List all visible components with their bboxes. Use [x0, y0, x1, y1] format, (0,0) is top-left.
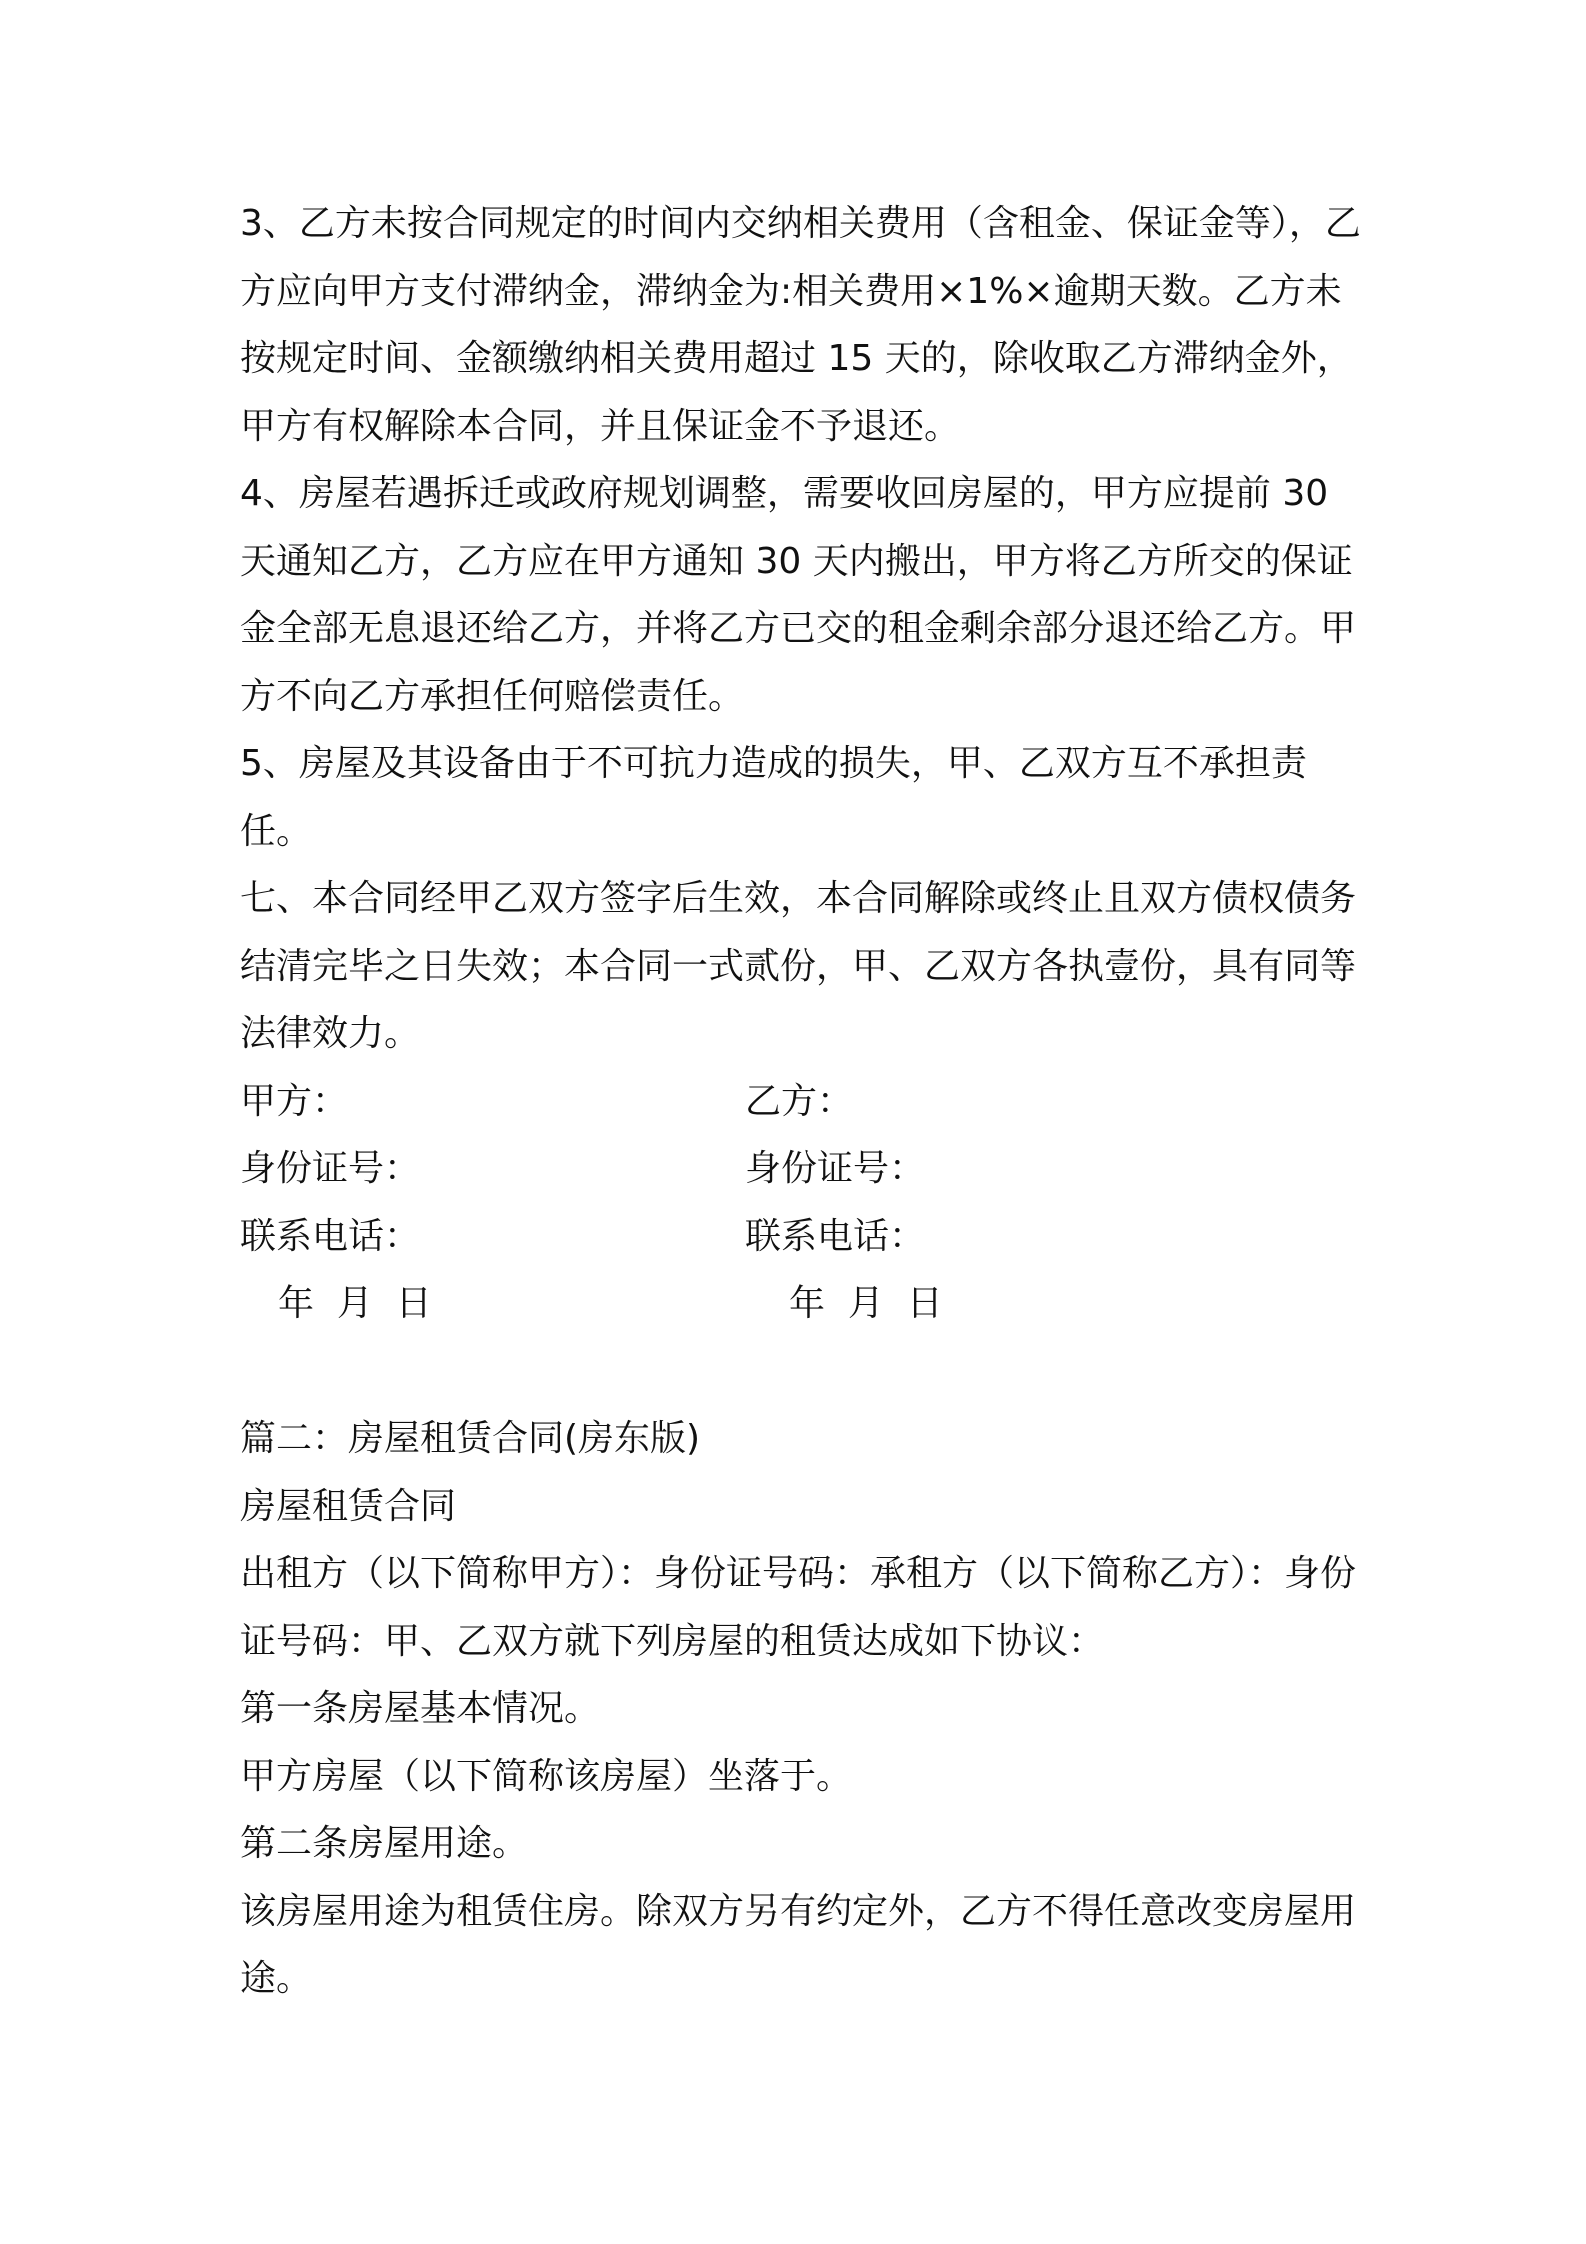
clause-3: 3、乙方未按合同规定的时间内交纳相关费用（含租金、保证金等），乙方应向甲方支付滞纳金，滞纳金为:相关费用×1%×逾期天数。乙方未按规定时间、金额缴纳相关费用超过 15 天的，除收取乙方滞纳金外，甲方有权解除本合同，并且保证金不予退还。 — [240, 203, 1361, 447]
party-b-id-label: 身份证号： — [745, 1148, 926, 1189]
party-a-label: 甲方： — [240, 1080, 349, 1122]
party-b-phone-label: 联系电话： — [745, 1215, 926, 1257]
party-b-label: 乙方： — [745, 1080, 854, 1122]
signature-block — [240, 1068, 1370, 1338]
article-1-body: 甲方房屋（以下简称该房屋）坐落于。 — [240, 1755, 853, 1797]
signature-row-party — [240, 1068, 1370, 1136]
section-2-heading: 篇二：房屋租赁合同(房东版) — [240, 1418, 701, 1459]
signature-row-date — [240, 1270, 1370, 1338]
clause-4: 4、房屋若遇拆迁或政府规划调整，需要收回房屋的，甲方应提前 30 天通知乙方，乙方应在甲方通知 30 天内搬出，甲方将乙方所交的保证金全部无息退还给乙方，并将乙方已交的租金剩余部分退还给乙方。甲方不向乙方承担任何赔偿责任。 — [240, 473, 1357, 717]
article-2-body: 该房屋用途为租赁住房。除双方另有约定外，乙方不得任意改变房屋用途。 — [240, 1890, 1357, 1999]
signature-row-id — [240, 1135, 1370, 1203]
section-spacer — [240, 1338, 1370, 1406]
party-a-phone-label: 联系电话： — [240, 1215, 421, 1257]
clause-seven: 七、本合同经甲乙双方签字后生效，本合同解除或终止且双方债权债务结清完毕之日失效；本合同一式贰份，甲、乙双方各执壹份，具有同等法律效力。 — [240, 878, 1357, 1054]
contract-title: 房屋租赁合同 — [240, 1485, 457, 1527]
article-1-title: 第一条房屋基本情况。 — [240, 1688, 601, 1729]
party-b-date: 年 月 日 — [789, 1283, 943, 1324]
party-a-date: 年 月 日 — [278, 1283, 432, 1324]
signature-row-phone — [240, 1203, 1370, 1271]
clause-5: 5、房屋及其设备由于不可抗力造成的损失，甲、乙双方互不承担责任。 — [240, 743, 1307, 852]
party-a-id-label: 身份证号： — [240, 1148, 421, 1189]
document-body — [240, 190, 1370, 2013]
article-2-title: 第二条房屋用途。 — [240, 1823, 529, 1864]
contract-intro: 出租方（以下简称甲方）：身份证号码：承租方（以下简称乙方）：身份证号码：甲、乙双方就下列房屋的租赁达成如下协议： — [240, 1553, 1357, 1662]
